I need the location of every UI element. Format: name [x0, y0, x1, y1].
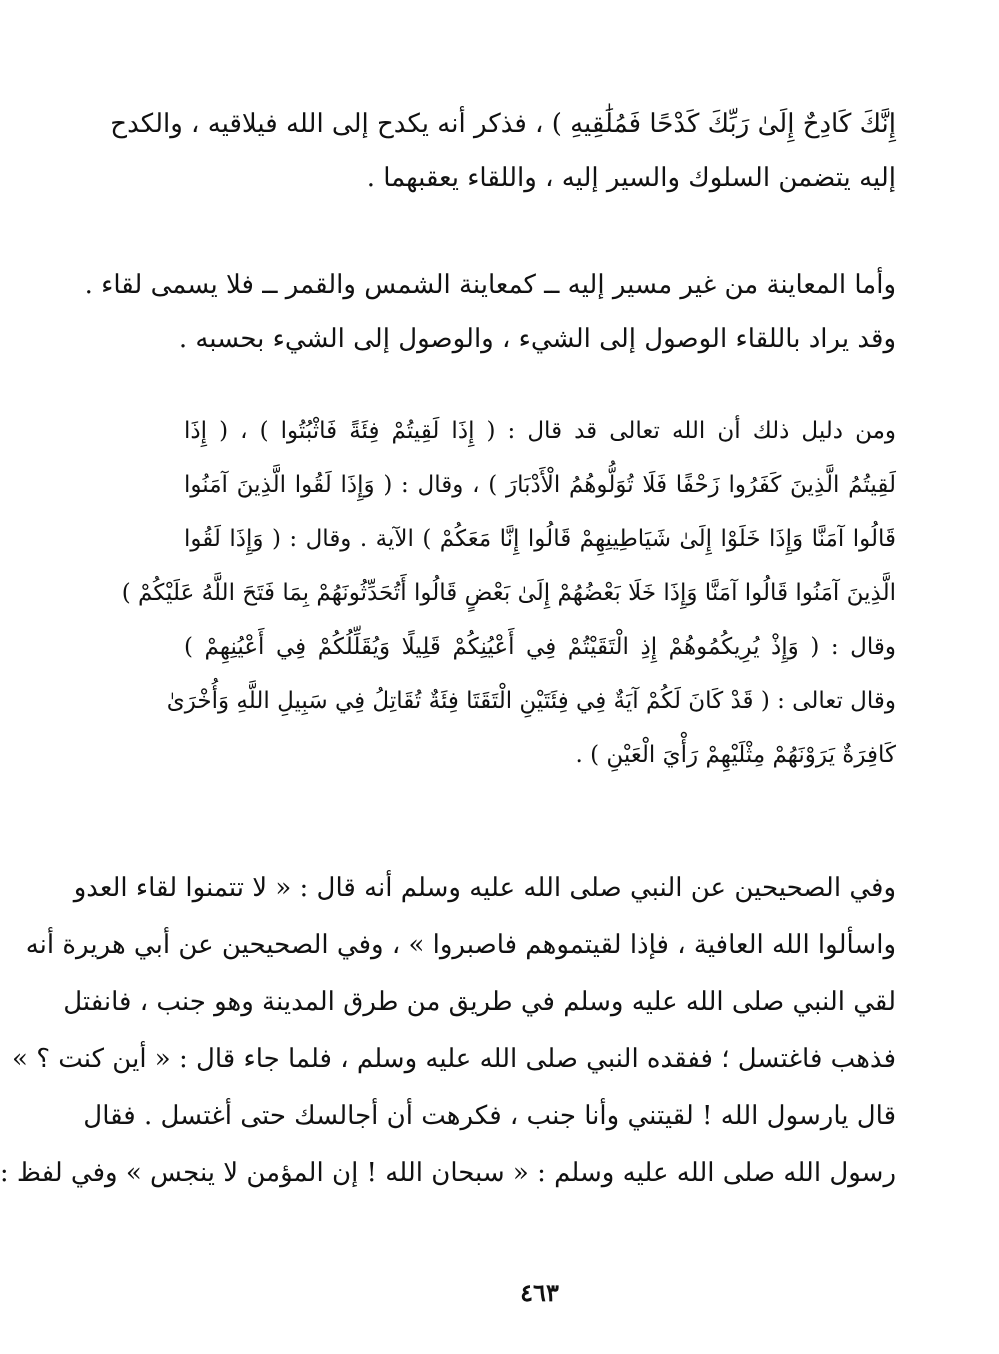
text-line: إِنَّكَ كَادِحٌ إِلَىٰ رَبِّكَ كَدْحًا فَمُلَٰقِيهِ ) ، فذكر أنه يكدح إلى الله فيلاقيه ، والكدح [110, 109, 896, 139]
text-line: الَّذِينَ آمَنُوا قَالُوا آمَنَّا وَإِذَا خَلَا بَعْضُهُمْ إِلَىٰ بَعْضٍ قَالُوا أَتُحَدِّثُونَهُمْ بِمَا فَتَحَ اللَّهُ عَلَيْكُمْ ) [121, 580, 896, 606]
text-line: وفي الصحيحين عن النبي صلى الله عليه وسلم أنه قال : « لا تتمنوا لقاء العدو [73, 873, 896, 903]
paragraph-4 [0, 860, 896, 1202]
text-line: وقد يراد باللقاء الوصول إلى الشيء ، والوصول إلى الشيء بحسبه . [178, 324, 896, 354]
text-line: كَافِرَةٌ يَرَوْنَهُمْ مِثْلَيْهِمْ رَأْيَ الْعَيْنِ ) . [575, 742, 896, 768]
paragraph-2 [84, 258, 896, 366]
text-line: وقال تعالى : ( قَدْ كَانَ لَكُمْ آيَةٌ فِي فِئَتَيْنِ الْتَقَتَا فِئَةٌ تُقَاتِلُ فِي سَبِيلِ اللَّهِ وَأُخْرَىٰ [166, 688, 896, 714]
text-line: قَالُوا آمَنَّا وَإِذَا خَلَوْا إِلَىٰ شَيَاطِينِهِمْ قَالُوا إِنَّا مَعَكُمْ ) الآية . وقال : ( وَإِذَا لَقُوا [184, 526, 896, 552]
text-line: ومن دليل ذلك أن الله تعالى قد قال : ( إِذَا لَقِيتُمْ فِئَةً فَاثْبُتُوا ) ، ( إِذَا [184, 418, 896, 444]
text-line: إليه يتضمن السلوك والسير إليه ، واللقاء يعقبهما . [366, 163, 896, 193]
page-number: ٤٦٣ [520, 1278, 559, 1307]
text-line: رسول الله صلى الله عليه وسلم : « سبحان الله ! إن المؤمن لا ينجس » وفي لفظ : [0, 1158, 896, 1188]
text-line: وقال : ( وَإِذْ يُرِيكُمُوهُمْ إِذِ الْتَقَيْتُمْ فِي أَعْيُنِكُمْ قَلِيلًا وَيُقَلِّلُكُمْ فِي أَعْيُنِهِمْ ) [184, 634, 896, 660]
text-line: قال يارسول الله ! لقيتني وأنا جنب ، فكرهت أن أجالسك حتى أغتسل . فقال [83, 1101, 896, 1131]
text-line: لقي النبي صلى الله عليه وسلم في طريق من طرق المدينة وهو جنب ، فانفتل [63, 987, 896, 1017]
paragraph-1 [110, 97, 896, 205]
text-line: واسألوا الله العافية ، فإذا لقيتموهم فاصبروا » ، وفي الصحيحين عن أبي هريرة أنه [25, 930, 896, 960]
text-line: لَقِيتُمُ الَّذِينَ كَفَرُوا زَحْفًا فَلَا تُوَلُّوهُمُ الْأَدْبَارَ ) ، وقال : ( وَإِذَا لَقُوا الَّذِينَ آمَنُوا [184, 472, 896, 498]
text-line: فذهب فاغتسل ؛ ففقده النبي صلى الله عليه وسلم ، فلما جاء قال : « أين كنت ؟ » [12, 1044, 896, 1074]
text-line: وأما المعاينة من غير مسير إليه ــ كمعاينة الشمس والقمر ــ فلا يسمى لقاء . [84, 270, 896, 300]
paragraph-3 [121, 404, 896, 782]
